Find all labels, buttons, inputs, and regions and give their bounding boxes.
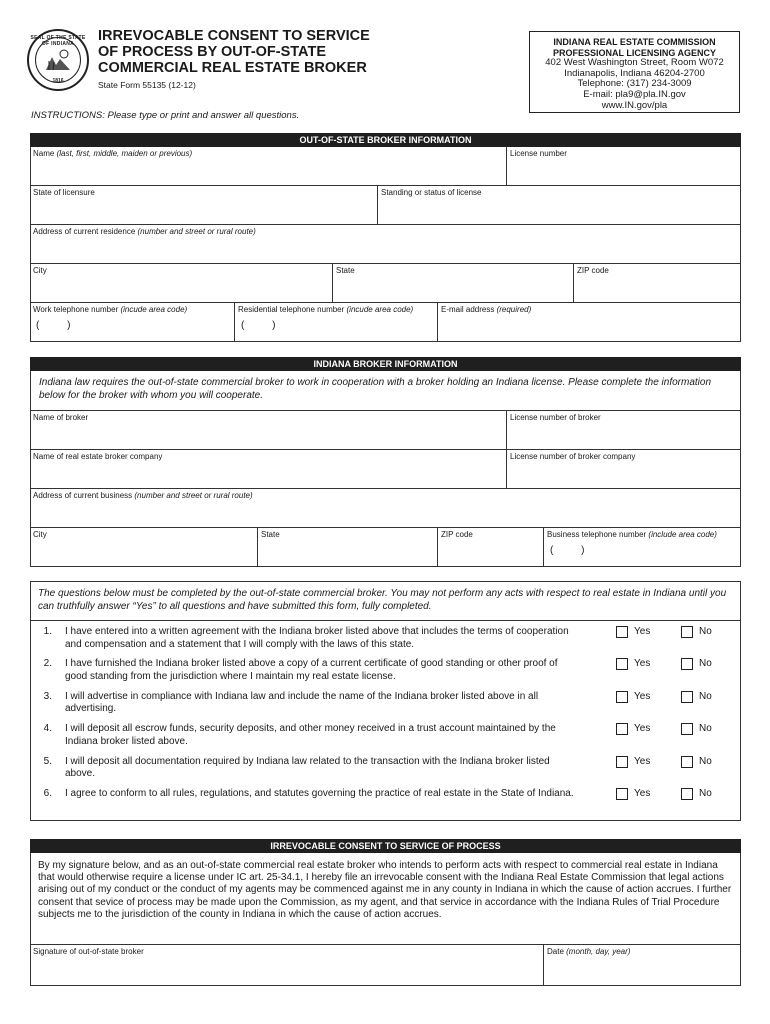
- in-state-field[interactable]: State: [257, 528, 437, 566]
- oos-state-field[interactable]: State: [332, 264, 573, 303]
- oos-name-field[interactable]: Name (last, first, middle, maiden or previous): [30, 147, 506, 186]
- no-checkbox[interactable]: [681, 691, 693, 703]
- question-row: [30, 723, 741, 753]
- date-field[interactable]: Date (month, day, year): [543, 945, 740, 985]
- state-form-number: State Form 55135 (12-12): [98, 80, 196, 90]
- yes-label: Yes: [634, 755, 651, 767]
- signature-field[interactable]: Signature of out-of-state broker: [33, 947, 144, 956]
- in-city-field[interactable]: City: [33, 530, 47, 539]
- question-text: I will advertise in compliance with Indiana law and include the name of the Indiana broker listed above in all advertising.: [65, 690, 539, 715]
- section-header-out-of-state: OUT-OF-STATE BROKER INFORMATION: [30, 133, 741, 147]
- question-text: I will deposit all escrow funds, security deposits, and other money received in a trust account maintained by the Indiana broker listed above.: [65, 723, 556, 747]
- question-text: I have entered into a written agreement with the Indiana broker listed above that includes the terms of cooperation and compensation and a statement that I will comply with the laws of this state.: [65, 626, 569, 650]
- indiana-note: Indiana law requires the out-of-state commercial broker to work in cooperation with a broker holding an Indiana license. Please complete the information below for the broker with whom you will cooperate.: [30, 371, 741, 411]
- oos-standing-field[interactable]: Standing or status of license: [377, 186, 740, 225]
- question-text: I agree to conform to all rules, regulations, and statutes governing the practice of real estate in the State of Indiana.: [65, 788, 574, 799]
- oos-email-field[interactable]: E-mail address (required): [437, 303, 740, 341]
- section-header-indiana: INDIANA BROKER INFORMATION: [30, 357, 741, 371]
- oos-zip-field[interactable]: ZIP code: [573, 264, 740, 303]
- question-row: [30, 691, 741, 721]
- yes-label: Yes: [634, 626, 651, 637]
- question-text: I have furnished the Indiana broker listed above a copy of a current certificate of good standing or other proof of good standing from the jurisdiction where I maintain my real estate license.: [65, 658, 558, 682]
- yes-checkbox[interactable]: [616, 756, 628, 768]
- yes-checkbox[interactable]: [616, 691, 628, 703]
- no-checkbox[interactable]: [681, 658, 693, 670]
- question-number: 4.: [43, 723, 52, 735]
- question-row: [30, 788, 741, 818]
- no-label: No: [699, 788, 712, 799]
- in-zip-field[interactable]: ZIP code: [437, 528, 543, 566]
- no-label: No: [699, 690, 712, 702]
- question-row: [30, 626, 741, 656]
- state-seal: [27, 29, 89, 91]
- no-checkbox[interactable]: [681, 756, 693, 768]
- instructions: INSTRUCTIONS: Please type or print and answer all questions.: [31, 110, 300, 121]
- in-broker-name-field[interactable]: Name of broker: [30, 411, 506, 450]
- consent-paragraph: By my signature below, and as an out-of-state commercial real estate broker who intends to perform acts with respect to commercial real estate in Indiana that would otherwise require a license under IC art. 25-34.1, I hereby file an irrevocable consent with the Indiana Real Estate Commission that legal actions arising out of my conduct or the conduct of my agents may be commenced against me in any county in Indiana in which the cause of action accrues. I further consent that sevice of process may be made upon the Commission, as my agent, and that service in accordance with the Indiana Rules of Trial Procedure subjects me to the jurisdiction of the county in Indiana in which the cause of action accrues.: [38, 860, 732, 920]
- oos-license-field[interactable]: License number: [506, 147, 740, 186]
- form-title: IRREVOCABLE CONSENT TO SERVICE OF PROCESS BY OUT-OF-STATE COMMERCIAL REAL ESTATE BROKER: [98, 28, 370, 76]
- question-row: [30, 658, 741, 688]
- section-header-consent: IRREVOCABLE CONSENT TO SERVICE OF PROCESS: [30, 839, 741, 853]
- yes-label: Yes: [634, 690, 651, 702]
- in-company-name-field[interactable]: Name of real estate broker company: [30, 450, 506, 489]
- seal-year: 1816: [52, 78, 64, 84]
- question-number: 3.: [43, 690, 52, 702]
- question-number: 2.: [43, 658, 52, 670]
- yes-checkbox[interactable]: [616, 788, 628, 800]
- no-label: No: [699, 626, 712, 637]
- seal-text: SEAL OF THE STATE OF INDIANA: [30, 35, 86, 47]
- oos-state-licensure-field[interactable]: State of licensure: [30, 186, 377, 225]
- no-checkbox[interactable]: [681, 788, 693, 800]
- agency-box: INDIANA REAL ESTATE COMMISSION PROFESSIONAL LICENSING AGENCY 402 West Washington Street, Room W072 Indianapolis, Indiana 46204-2700 Telephone: (317) 234-3009 E-mail: pla9@pla.IN.gov www.IN.gov/pla: [529, 31, 740, 113]
- no-label: No: [699, 723, 712, 735]
- oos-residential-phone-field[interactable]: Residential telephone number (incude area code) ( ): [234, 303, 437, 341]
- questions-divider: [30, 620, 741, 621]
- oos-work-phone-field[interactable]: Work telephone number (incude area code) ( ): [33, 305, 188, 331]
- yes-label: Yes: [634, 658, 651, 670]
- no-checkbox[interactable]: [681, 626, 693, 638]
- yes-label: Yes: [634, 723, 651, 735]
- question-number: 1.: [43, 626, 52, 637]
- oos-city-field[interactable]: City: [30, 264, 332, 303]
- no-checkbox[interactable]: [681, 723, 693, 735]
- no-label: No: [699, 755, 712, 767]
- question-number: 5.: [43, 755, 52, 767]
- yes-checkbox[interactable]: [616, 626, 628, 638]
- in-business-address-field[interactable]: Address of current business (number and street or rural route): [30, 489, 740, 528]
- questions-note: The questions below must be completed by the out-of-state commercial broker. You may not perform any acts with respect to real estate in Indiana until you can truthfully answer “Yes” to all questions and have submitted this form, fully completed.: [38, 588, 727, 612]
- no-label: No: [699, 658, 712, 670]
- question-text: I will deposit all documentation required by Indiana law related to the transaction with the Indiana broker listed above.: [65, 755, 550, 780]
- in-business-phone-field[interactable]: Business telephone number (include area code) ( ): [543, 528, 740, 566]
- in-broker-license-field[interactable]: License number of broker: [506, 411, 740, 450]
- yes-checkbox[interactable]: [616, 658, 628, 670]
- question-number: 6.: [43, 788, 52, 799]
- yes-label: Yes: [634, 788, 651, 799]
- seal-emblem-icon: [43, 45, 73, 75]
- in-company-license-field[interactable]: License number of broker company: [506, 450, 740, 489]
- oos-address-field[interactable]: Address of current residence (number and street or rural route): [30, 225, 740, 264]
- question-row: [30, 756, 741, 786]
- yes-checkbox[interactable]: [616, 723, 628, 735]
